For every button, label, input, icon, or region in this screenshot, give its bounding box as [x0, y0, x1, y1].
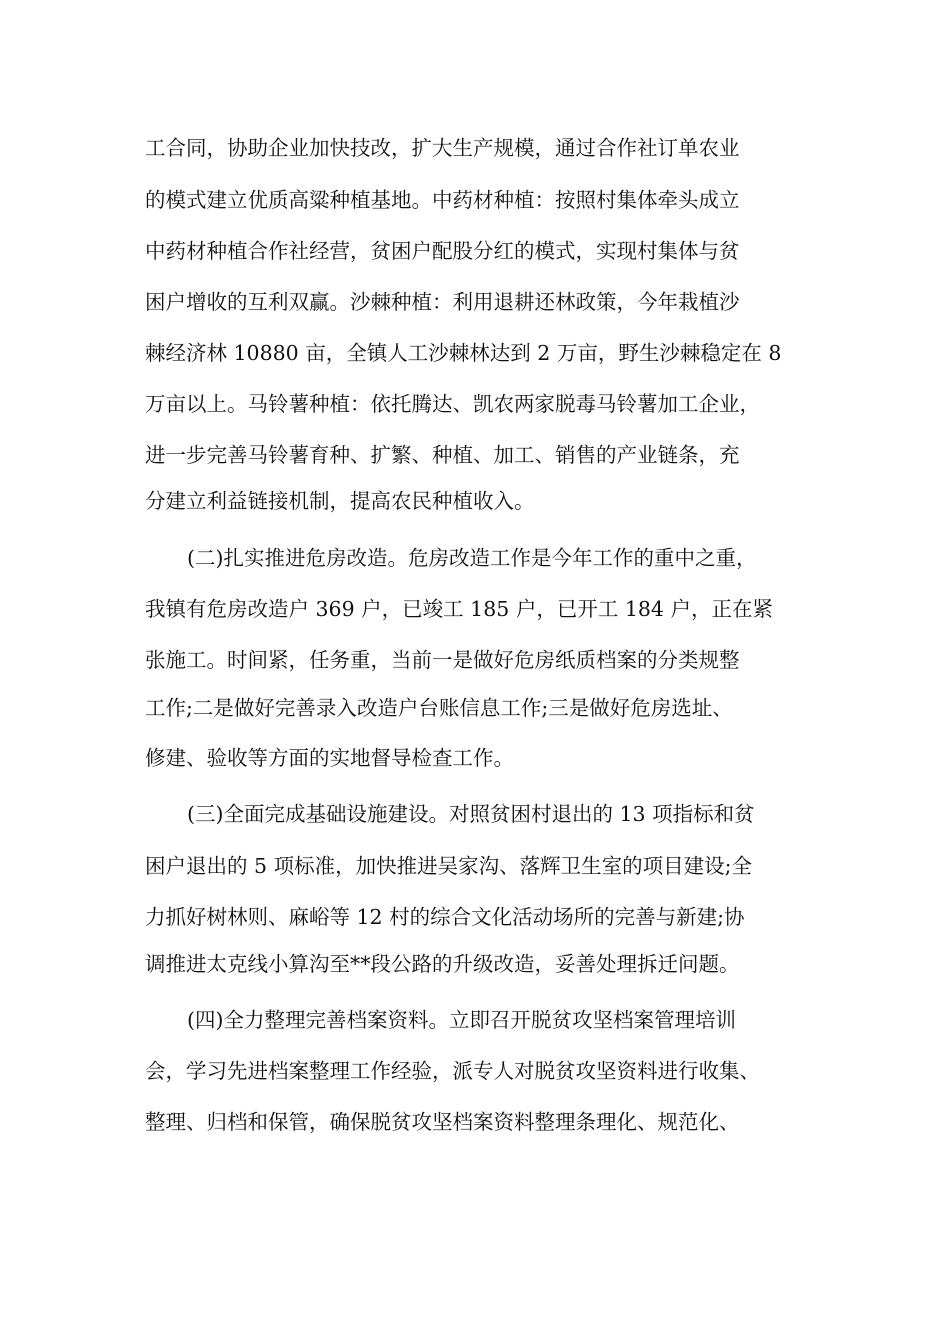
- text-line: 张施工。时间紧，任务重，当前一是做好危房纸质档案的分类规整: [145, 648, 740, 672]
- text-line: 工作;二是做好完善录入改造户台账信息工作;三是做好危房选址、: [145, 696, 733, 720]
- text-line: 的模式建立优质高粱种植基地。中药材种植：按照村集体牵头成立: [145, 188, 740, 212]
- text-line: 调推进太克线小算沟至**段公路的升级改造，妥善处理拆迁问题。: [145, 952, 740, 976]
- paragraph-first-line: (三)全面完成基础设施建设。对照贫困村退出的 13 项指标和贫: [187, 802, 755, 826]
- text-line: 会，学习先进档案整理工作经验，派专人对脱贫攻坚资料进行收集、: [145, 1059, 760, 1083]
- text-line: 万亩以上。马铃薯种植：依托腾达、凯农两家脱毒马铃薯加工企业，: [145, 392, 760, 416]
- text-line: 棘经济林 10880 亩，全镇人工沙棘林达到 2 万亩，野生沙棘稳定在 8: [145, 341, 782, 365]
- text-line: 中药材种植合作社经营，贫困户配股分红的模式，实现村集体与贫: [145, 239, 740, 263]
- text-line: 进一步完善马铃薯育种、扩繁、种植、加工、销售的产业链条，充: [145, 443, 740, 467]
- paragraph-first-line: (四)全力整理完善档案资料。立即召开脱贫攻坚档案管理培训: [187, 1008, 736, 1032]
- text-line: 整理、归档和保管，确保脱贫攻坚档案资料整理条理化、规范化、: [145, 1110, 740, 1134]
- text-line: 修建、验收等方面的实地督导检查工作。: [145, 746, 514, 770]
- text-line: 力抓好树林则、麻峪等 12 村的综合文化活动场所的完善与新建;协: [145, 905, 745, 929]
- text-line: 工合同，协助企业加快技改，扩大生产规模，通过合作社订单农业: [145, 136, 740, 160]
- paragraph-first-line: (二)扎实推进危房改造。危房改造工作是今年工作的重中之重，: [187, 546, 757, 570]
- text-line: 困户退出的 5 项标准，加快推进吴家沟、落辉卫生室的项目建设;全: [145, 854, 752, 878]
- text-line: 困户增收的互利双赢。沙棘种植：利用退耕还林政策，今年栽植沙: [145, 290, 740, 314]
- text-line: 分建立利益链接机制，提高农民种植收入。: [145, 489, 535, 513]
- text-line: 我镇有危房改造户 369 户，已竣工 185 户，已开工 184 户，正在紧: [145, 597, 773, 621]
